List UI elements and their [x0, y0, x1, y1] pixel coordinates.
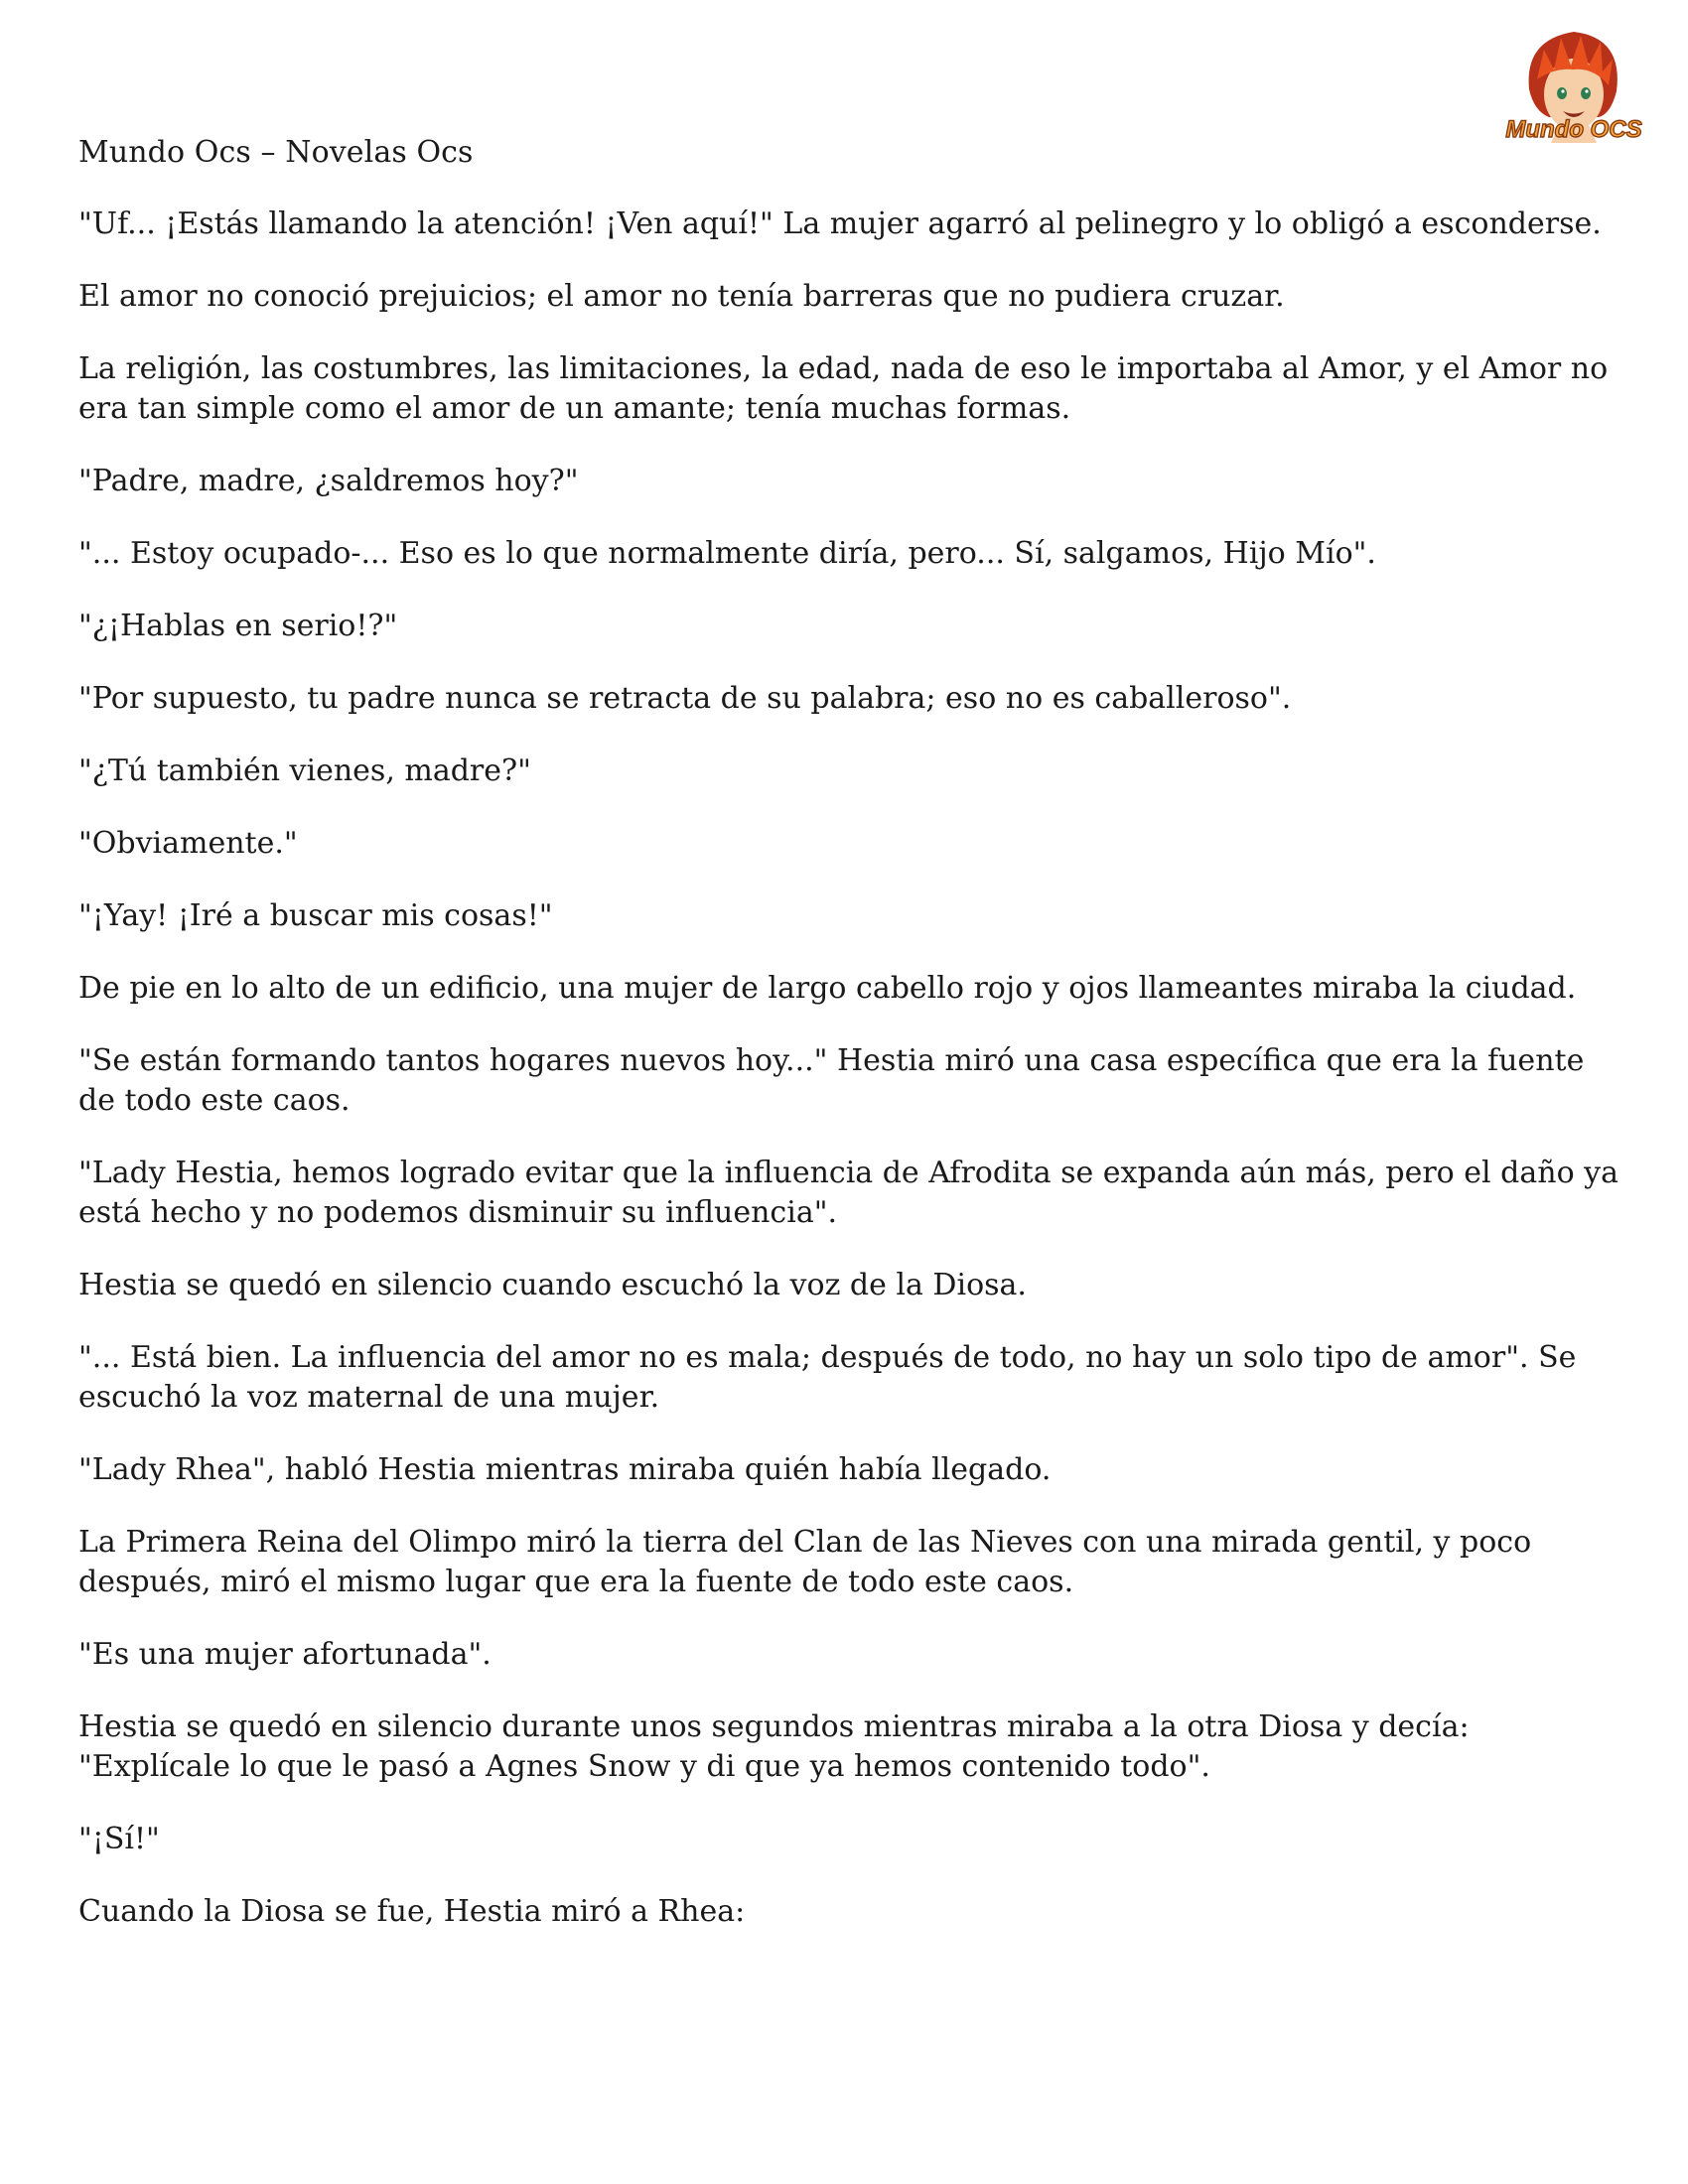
logo-left-eye	[1557, 87, 1567, 99]
body-paragraph: Hestia se quedó en silencio durante unos segundos mientras miraba a la otra Diosa y decía: "Explícale lo que le pasó a Agnes Snow y di que ya hemos contenido todo".	[78, 1709, 1470, 1784]
document-body	[78, 205, 1627, 1965]
body-paragraph: De pie en lo alto de un edificio, una mujer de largo cabello rojo y ojos llameantes miraba la ciudad.	[78, 971, 1577, 1006]
body-paragraph: "Padre, madre, ¿saldremos hoy?"	[78, 464, 579, 498]
body-paragraph: Cuando la Diosa se fue, Hestia miró a Rhea:	[78, 1894, 746, 1929]
body-paragraph: "Uf... ¡Estás llamando la atención! ¡Ven aquí!" La mujer agarró al pelinegro y lo obligó a esconderse.	[78, 206, 1602, 241]
body-paragraph: "Lady Rhea", habló Hestia mientras miraba quién había llegado.	[78, 1452, 1052, 1487]
body-paragraph: "... Estoy ocupado-... Eso es lo que normalmente diría, pero... Sí, salgamos, Hijo Mío".	[78, 536, 1376, 571]
body-paragraph: "¿¡Hablas en serio!?"	[78, 609, 398, 643]
body-paragraph: "¿Tú también vienes, madre?"	[78, 753, 531, 788]
body-paragraph: "Lady Hestia, hemos logrado evitar que la influencia de Afrodita se expanda aún más, pero el daño ya está hecho y no podemos disminuir su influencia".	[78, 1156, 1619, 1230]
page-header-title: Mundo Ocs – Novelas Ocs	[78, 135, 474, 170]
body-paragraph: El amor no conoció prejuicios; el amor no tenía barreras que no pudiera cruzar.	[78, 279, 1285, 314]
logo-text: Mundo OCS	[1505, 116, 1642, 143]
body-paragraph: "... Está bien. La influencia del amor no es mala; después de todo, no hay un solo tipo de amor". Se escuchó la voz maternal de una mujer.	[78, 1340, 1577, 1415]
body-paragraph: "¡Yay! ¡Iré a buscar mis cosas!"	[78, 898, 553, 933]
body-paragraph: "¡Sí!"	[78, 1822, 160, 1856]
body-paragraph: "Obviamente."	[78, 826, 298, 861]
logo-right-eye	[1581, 87, 1591, 99]
mundo-ocs-logo	[1499, 20, 1648, 169]
body-paragraph: La Primera Reina del Olimpo miró la tierra del Clan de las Nieves con una mirada gentil, y poco después, miró el mismo lugar que era la fuente de todo este caos.	[78, 1525, 1532, 1599]
body-paragraph: "Por supuesto, tu padre nunca se retracta de su palabra; eso no es caballeroso".	[78, 681, 1292, 716]
body-paragraph: Hestia se quedó en silencio cuando escuchó la voz de la Diosa.	[78, 1268, 1027, 1302]
body-paragraph: "Se están formando tantos hogares nuevos hoy..." Hestia miró una casa específica que era la fuente de todo este caos.	[78, 1043, 1585, 1118]
body-paragraph: La religión, las costumbres, las limitaciones, la edad, nada de eso le importaba al Amor, y el Amor no era tan simple como el amor de un amante; tenía muchas formas.	[78, 351, 1609, 426]
body-paragraph: "Es una mujer afortunada".	[78, 1637, 492, 1672]
